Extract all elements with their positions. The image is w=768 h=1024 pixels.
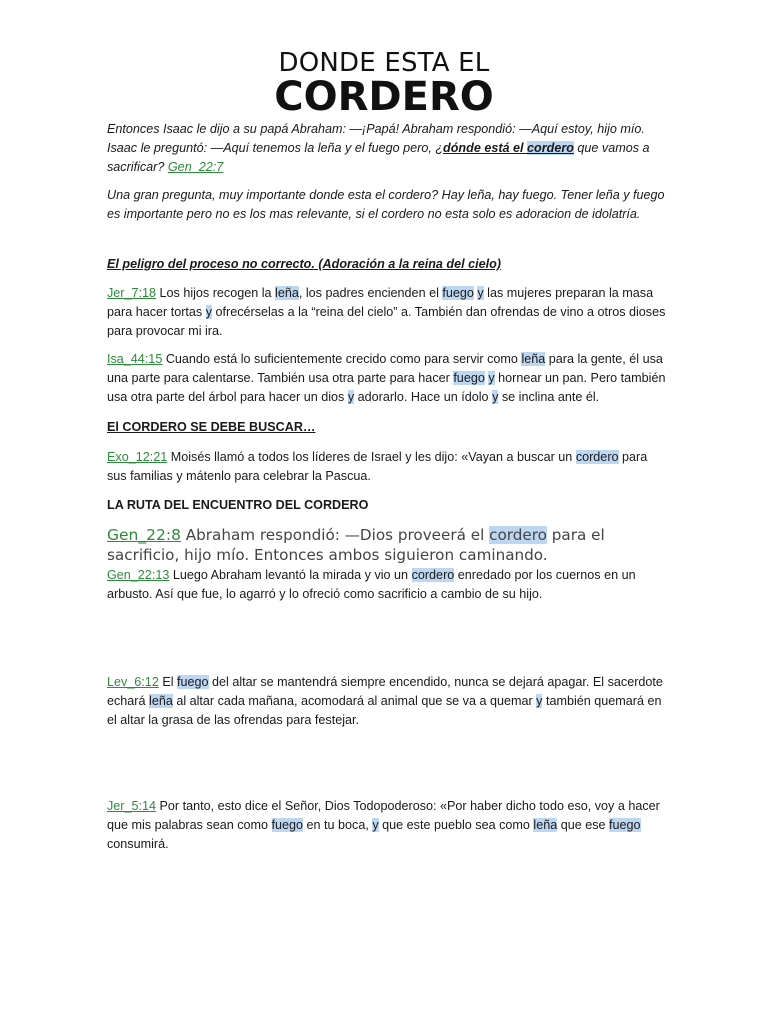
- verse-link-gen-22-7[interactable]: Gen_22:7: [167, 160, 224, 174]
- verse-jer-5-14: [107, 797, 667, 854]
- verse-text: , los padres encienden el: [298, 286, 443, 300]
- verse-text: adorarlo. Hace un ídolo: [354, 390, 493, 404]
- verse-text: al altar cada mañana, acomodará al animal que se va a quemar: [172, 694, 537, 708]
- document-title-line2: CORDERO: [274, 74, 494, 120]
- highlighted-word: y: [347, 390, 355, 404]
- verse-text: en tu boca,: [303, 818, 373, 832]
- verse-text: consumirá.: [107, 837, 169, 851]
- verse-link-exo-12-21[interactable]: Exo_12:21: [107, 450, 168, 464]
- verse-link-jer-7-18[interactable]: Jer_7:18: [107, 286, 157, 300]
- verse-text: hornear un pan. Pero también usa otra parte del árbol para hacer un dios: [107, 371, 666, 404]
- verse-text: ofrecérselas a la “reina del cielo” a. También dan ofrendas de vino a otros dioses para provocar mi ira.: [107, 305, 666, 338]
- verse-gen-22-13: [107, 566, 667, 604]
- verse-text: Los hijos recogen la: [156, 286, 276, 300]
- verse-text: Luego Abraham levantó la mirada y vio un: [169, 568, 412, 582]
- verse-jer-7-18: [107, 284, 667, 341]
- verse-link-lev-6-12[interactable]: Lev_6:12: [107, 675, 159, 689]
- verse-text: también quemará en el altar la grasa de las ofrendas para festejar.: [107, 694, 662, 727]
- commentary-paragraph: Una gran pregunta, muy importante donde esta el cordero? Hay leña, hay fuego. Tener leña y fuego es importante pero no es los mas relevante, si el cordero no esta solo es adoracion de idolatría.: [107, 188, 665, 221]
- highlighted-word: leña: [533, 818, 558, 832]
- verse-text: para la gente, él usa una parte para calentarse. También usa otra parte para hacer: [107, 352, 663, 385]
- verse-lev-6-12: [107, 673, 667, 730]
- highlighted-word: y: [477, 286, 484, 300]
- highlighted-word: fuego: [271, 818, 304, 832]
- highlighted-word: cordero: [411, 568, 455, 582]
- verse-exo-12-21: [107, 448, 667, 486]
- highlighted-word: y: [205, 305, 212, 319]
- verse-text: Por tanto, esto dice el Señor, Dios Todopoderoso: «Por haber dicho todo eso, voy a hacer que mis palabras sean como: [107, 799, 660, 832]
- verse-text: las mujeres preparan la masa para hacer tortas: [107, 286, 654, 319]
- verse-text: que ese: [557, 818, 610, 832]
- highlighted-word: y: [488, 371, 495, 385]
- highlighted-word: leña: [275, 286, 299, 300]
- section-heading-peligro: El peligro del proceso no correcto. (Adoración a la reina del cielo): [107, 257, 501, 271]
- intro-question: dónde está el: [443, 141, 528, 155]
- verse-text: que este pueblo sea como: [378, 818, 534, 832]
- verse-isa-44-15: [107, 350, 667, 407]
- verse-link-gen-22-8[interactable]: Gen_22:8: [107, 526, 181, 544]
- highlighted-word: y: [372, 818, 379, 832]
- highlighted-word: cordero: [575, 450, 619, 464]
- verse-text: se inclina ante él.: [498, 390, 600, 404]
- highlighted-word: y: [536, 694, 543, 708]
- verse-link-isa-44-15[interactable]: Isa_44:15: [107, 352, 163, 366]
- verse-text: El: [158, 675, 178, 689]
- highlighted-word: fuego: [177, 675, 209, 689]
- verse-link-jer-5-14[interactable]: Jer_5:14: [107, 799, 157, 813]
- intro-text-end: que vamos a sacrificar?: [107, 141, 650, 174]
- verse-gen-22-8: [107, 525, 667, 565]
- intro-text: Entonces Isaac le dijo a su papá Abraham: —¡Papá! Abraham respondió: —Aquí estoy, hijo mío. Isaac le preguntó: —Aquí tenemos la leña y el fuego pero, ¿: [107, 122, 645, 155]
- highlighted-word: fuego: [453, 371, 485, 385]
- highlighted-word: cordero: [489, 526, 547, 544]
- verse-text: del altar se mantendrá siempre encendido, nunca se dejará apagar. El sacerdote echará: [107, 675, 663, 708]
- intro-highlight-cordero: cordero: [527, 141, 574, 155]
- highlighted-word: fuego: [442, 286, 474, 300]
- highlighted-word: leña: [521, 352, 546, 366]
- verse-text: para sus familias y mátenlo para celebrar la Pascua.: [107, 450, 648, 483]
- highlighted-word: y: [492, 390, 499, 404]
- highlighted-word: fuego: [609, 818, 641, 832]
- verse-text: Cuando está lo suficientemente crecido como para servir como: [162, 352, 522, 366]
- intro-paragraph: [107, 120, 667, 177]
- verse-text: para el sacrificio, hijo mío. Entonces ambos siguieron caminando.: [107, 526, 605, 564]
- verse-text: Moisés llamó a todos los líderes de Israel y les dijo: «Vayan a buscar un: [167, 450, 576, 464]
- document-title-line1: DONDE ESTA EL: [278, 48, 490, 78]
- verse-link-gen-22-13[interactable]: Gen_22:13: [107, 568, 170, 582]
- section-heading-buscar: El CORDERO SE DEBE BUSCAR…: [107, 420, 316, 434]
- verse-text: Abraham respondió: —Dios proveerá el: [180, 526, 490, 544]
- verse-text: enredado por los cuernos en un arbusto. Así que fue, lo agarró y lo ofreció como sacrificio a cambio de su hijo.: [107, 568, 636, 601]
- section-heading-ruta: LA RUTA DEL ENCUENTRO DEL CORDERO: [107, 498, 369, 512]
- highlighted-word: leña: [149, 694, 173, 708]
